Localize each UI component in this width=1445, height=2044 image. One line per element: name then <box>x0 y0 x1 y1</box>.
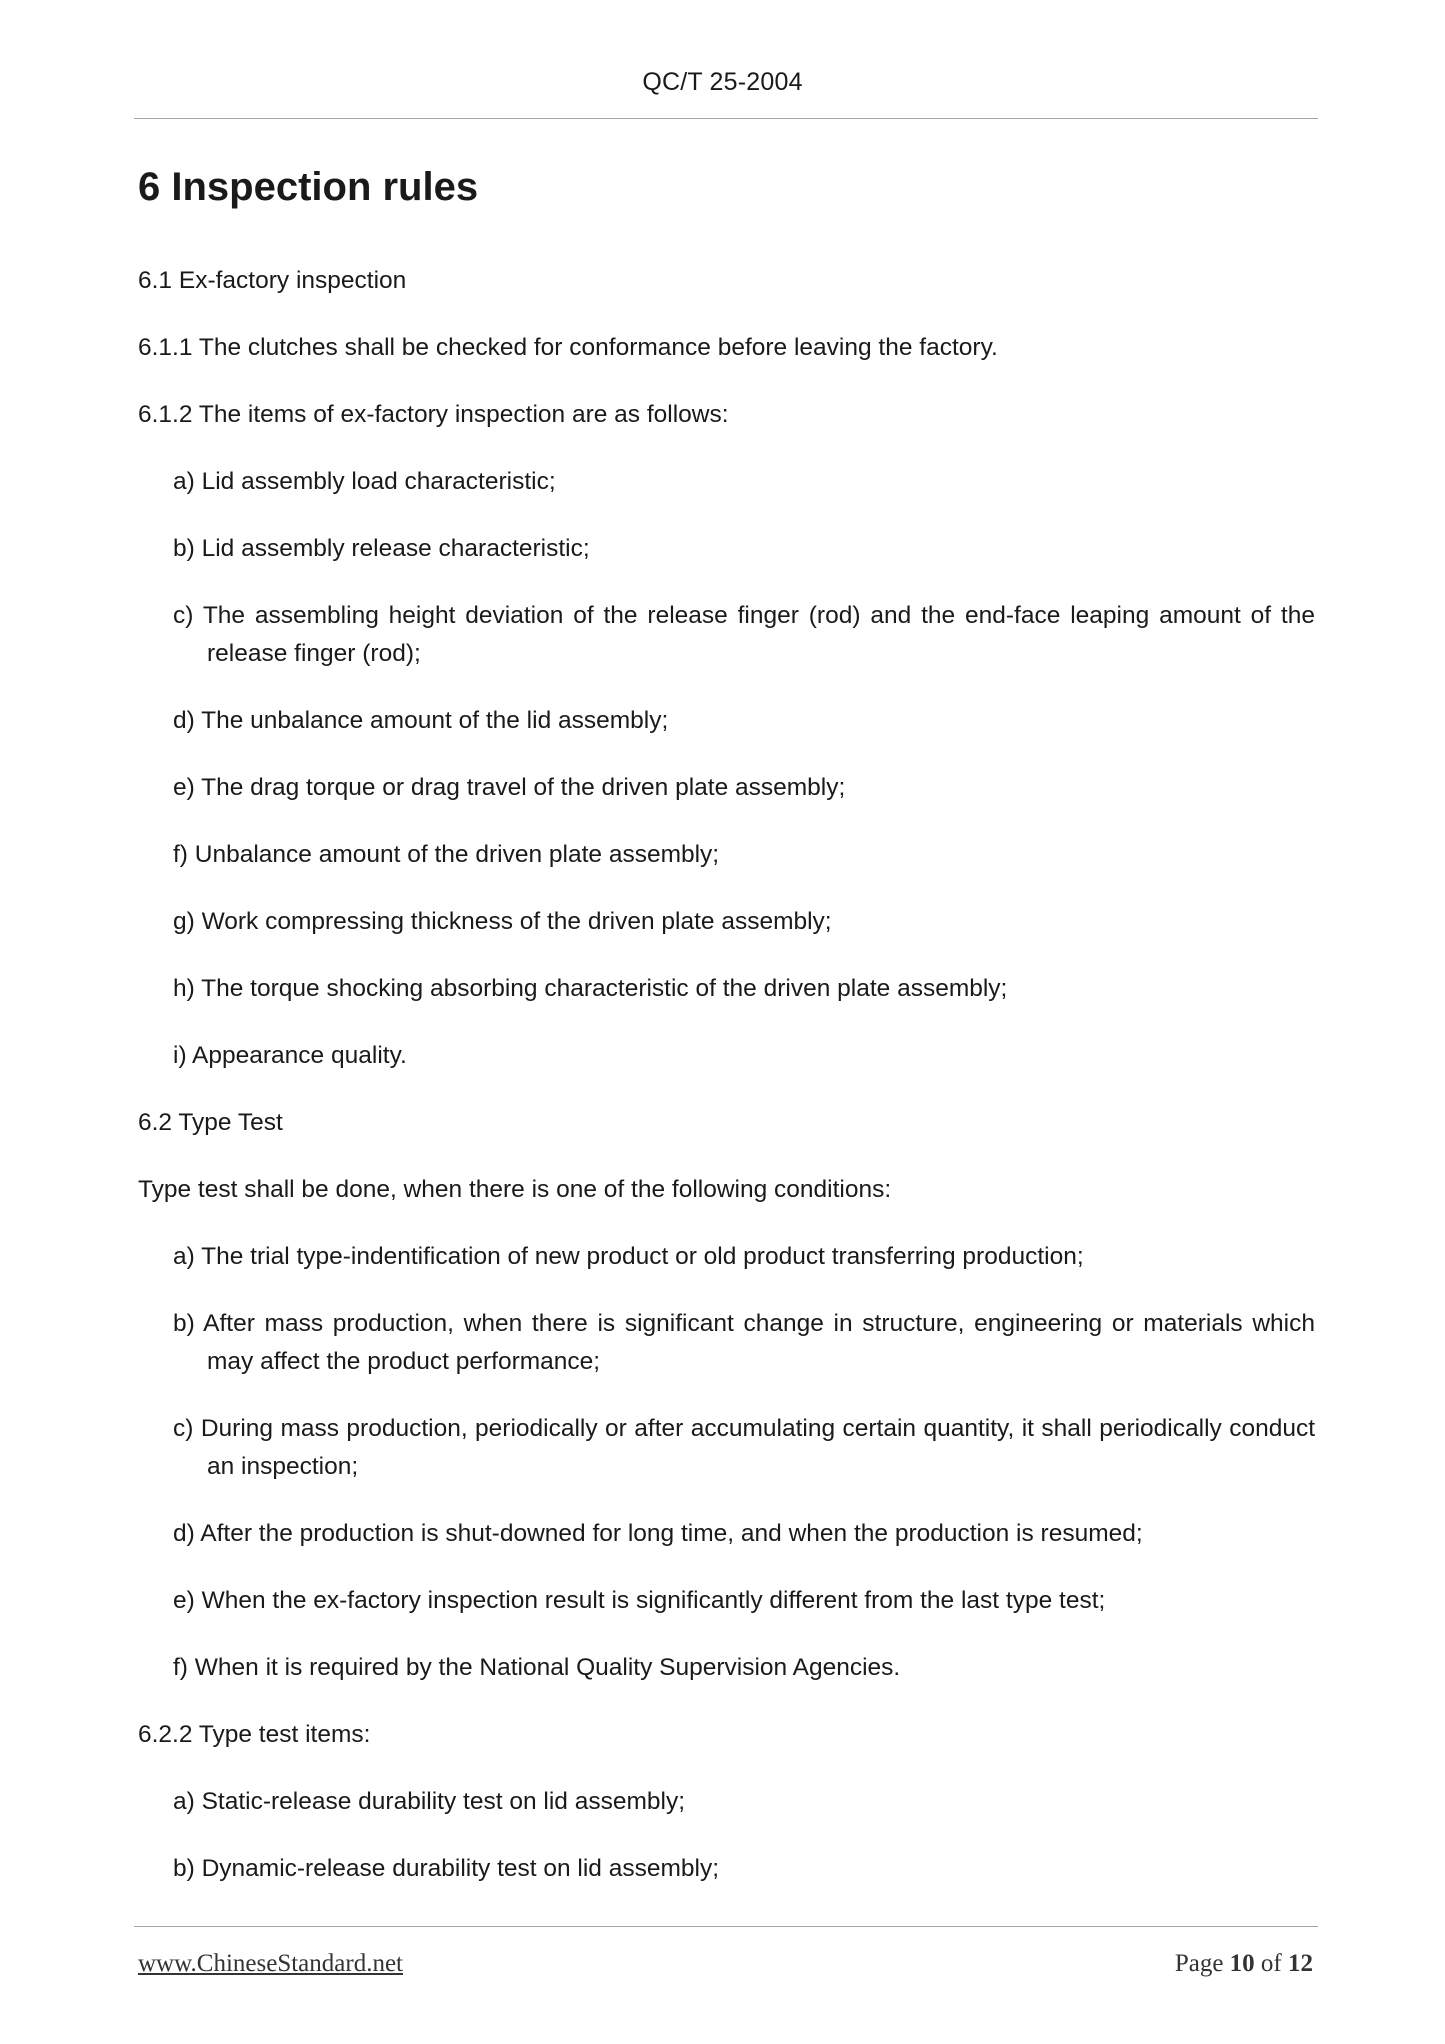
list-item: a) Lid assembly load characteristic; <box>173 468 556 495</box>
document-body <box>138 156 1315 1917</box>
list-item: d) The unbalance amount of the lid assembly; <box>173 707 669 734</box>
clause-6-1-1: 6.1.1 The clutches shall be checked for conformance before leaving the factory. <box>138 334 998 361</box>
section-title: 6 Inspection rules <box>138 165 479 209</box>
list-item: b) Lid assembly release characteristic; <box>173 535 590 562</box>
clause-6-1-2: 6.1.2 The items of ex-factory inspection are as follows: <box>138 401 729 428</box>
subsection-6-2-heading: 6.2 Type Test <box>138 1109 283 1136</box>
list-item: a) The trial type-indentification of new product or old product transferring production; <box>173 1243 1084 1270</box>
list-item: d) After the production is shut-downed for long time, and when the production is resumed; <box>173 1520 1143 1547</box>
list-item: c) During mass production, periodically or after accumulating certain quantity, it shall periodically conduct an inspection; <box>173 1415 1315 1480</box>
page-word: Page <box>1174 1950 1224 1977</box>
subsection-6-1-heading: 6.1 Ex-factory inspection <box>138 267 407 294</box>
list-item: e) When the ex-factory inspection result is significantly different from the last type test; <box>173 1587 1106 1614</box>
list-item: i) Appearance quality. <box>173 1042 407 1069</box>
page-total: 12 <box>1288 1950 1313 1977</box>
list-item: a) Static-release durability test on lid assembly; <box>173 1788 685 1815</box>
page-header-standard-code: QC/T 25-2004 <box>642 68 803 96</box>
type-test-intro: Type test shall be done, when there is one of the following conditions: <box>138 1176 892 1203</box>
of-word: of <box>1260 1950 1282 1977</box>
page-number <box>1175 1950 1313 1978</box>
list-item: f) Unbalance amount of the driven plate assembly; <box>173 841 720 868</box>
list-item: f) When it is required by the National Quality Supervision Agencies. <box>173 1654 901 1681</box>
header-divider <box>134 118 1318 119</box>
list-item: b) After mass production, when there is significant change in structure, engineering or materials which may affect the product performance; <box>173 1310 1315 1375</box>
website-link[interactable]: www.ChineseStandard.net <box>138 1950 403 1977</box>
list-item: c) The assembling height deviation of the release finger (rod) and the end-face leaping amount of the release finger (rod); <box>173 602 1315 667</box>
list-item: b) Dynamic-release durability test on lid assembly; <box>173 1855 720 1882</box>
list-item: g) Work compressing thickness of the driven plate assembly; <box>173 908 832 935</box>
list-item: h) The torque shocking absorbing characteristic of the driven plate assembly; <box>173 975 1008 1002</box>
clause-6-2-2: 6.2.2 Type test items: <box>138 1721 371 1748</box>
page-current: 10 <box>1229 1950 1255 1977</box>
footer-divider <box>134 1926 1318 1927</box>
list-item: e) The drag torque or drag travel of the driven plate assembly; <box>173 774 846 801</box>
